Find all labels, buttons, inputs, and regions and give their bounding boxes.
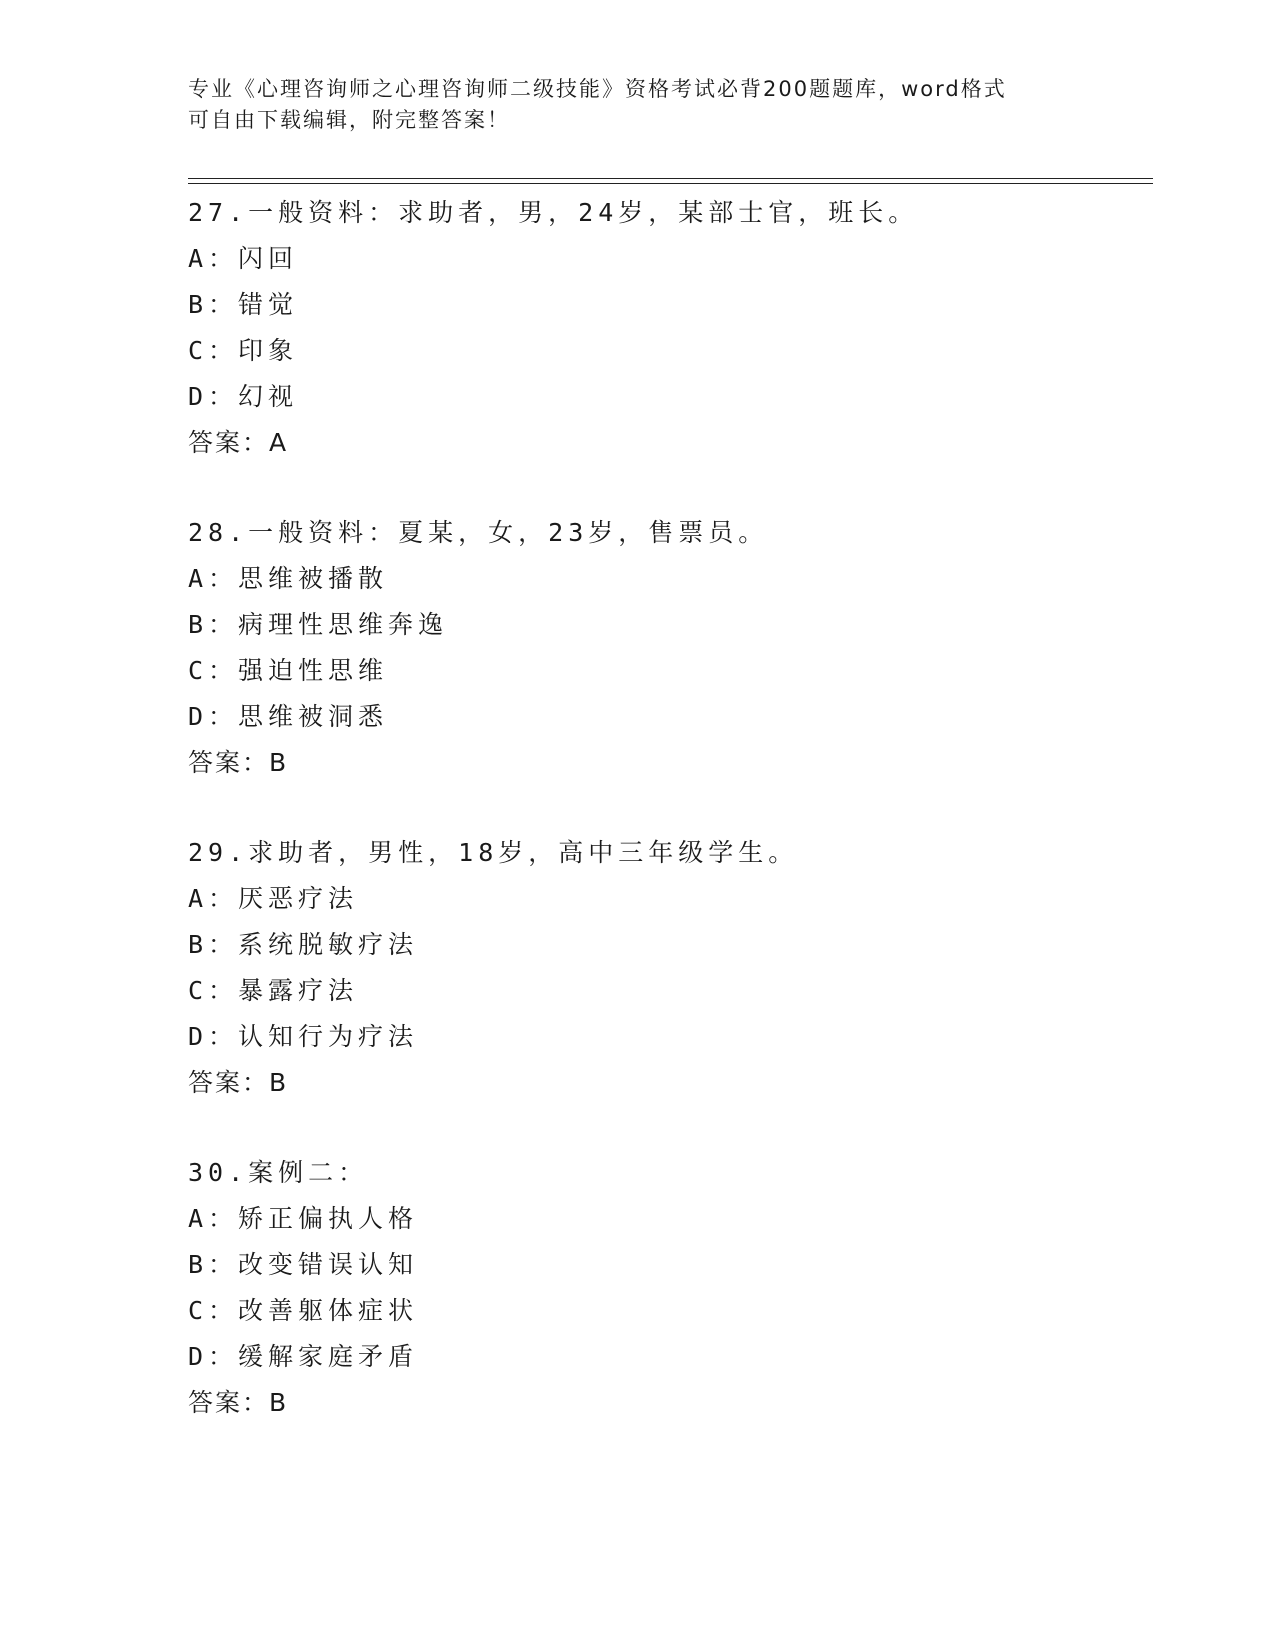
answer-line: 答案：B (188, 1068, 289, 1097)
option-b: B：病理性思维奔逸 (188, 610, 449, 639)
option-d: D：认知行为疗法 (188, 1022, 419, 1051)
option-d: D：思维被洞悉 (188, 702, 389, 731)
answer-line: 答案：A (188, 428, 289, 457)
option-b: B：错觉 (188, 290, 299, 319)
option-c: C：强迫性思维 (188, 656, 389, 685)
question-stem: 29.求助者，男性，18岁，高中三年级学生。 (188, 838, 799, 867)
question-stem: 27.一般资料：求助者，男，24岁，某部士官，班长。 (188, 198, 919, 227)
answer-line: 答案：B (188, 748, 289, 777)
question-stem: 28.一般资料：夏某，女，23岁，售票员。 (188, 518, 769, 547)
question-29 (188, 830, 1148, 1106)
option-c: C：改善躯体症状 (188, 1296, 419, 1325)
header-line-2: 可自由下载编辑，附完整答案！ (188, 108, 510, 132)
option-b: B：改变错误认知 (188, 1250, 419, 1279)
question-stem: 30.案例二： (188, 1158, 369, 1187)
question-27 (188, 190, 1148, 466)
option-c: C：暴露疗法 (188, 976, 359, 1005)
header-divider-top (188, 178, 1153, 179)
question-30 (188, 1150, 1148, 1426)
option-a: A：厌恶疗法 (188, 884, 359, 913)
question-list (188, 190, 1148, 1470)
document-header (188, 74, 1088, 136)
option-c: C：印象 (188, 336, 299, 365)
option-d: D：缓解家庭矛盾 (188, 1342, 419, 1371)
option-a: A：矫正偏执人格 (188, 1204, 419, 1233)
option-a: A：闪回 (188, 244, 299, 273)
option-b: B：系统脱敏疗法 (188, 930, 419, 959)
header-line-1: 专业《心理咨询师之心理咨询师二级技能》资格考试必背200题题库，word格式 (188, 77, 1007, 101)
header-divider-bottom (188, 183, 1153, 184)
option-d: D：幻视 (188, 382, 299, 411)
option-a: A：思维被播散 (188, 564, 389, 593)
answer-line: 答案：B (188, 1388, 289, 1417)
question-28 (188, 510, 1148, 786)
